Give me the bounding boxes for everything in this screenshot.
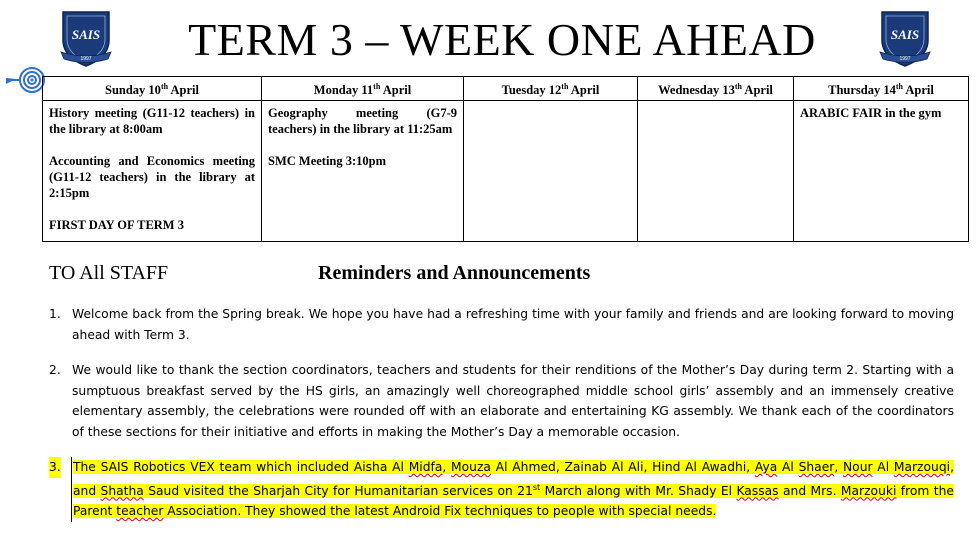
- day-header-sunday: Sunday 10th April: [43, 77, 262, 101]
- svg-text:SAIS: SAIS: [890, 27, 920, 42]
- announcement-item: [49, 304, 954, 345]
- announcement-text-editable[interactable]: The SAIS Robotics VEX team which included Aisha Al Midfa, Mouza Al Ahmed, Zainab Al Ali, Hind Al Awadhi, Aya Al Shaer, Nour Al Marzouqi, and Shatha Saud visited the Sharjah City for Humanitarian services on 21st March along with Mr. Shady El Kassas and Mrs. Marzouki from the Parent teacher Association. They showed the latest Android Fix techniques to people with special needs.: [71, 457, 954, 522]
- day-cell-monday: [262, 101, 464, 242]
- event-entry: Geography meeting (G7-9 teachers) in the library at 11:25am: [268, 106, 457, 137]
- svg-text:1997: 1997: [80, 56, 92, 62]
- schedule-events-row: [43, 101, 969, 242]
- section-heading: Reminders and Announcements: [318, 262, 591, 284]
- day-header-tuesday: Tuesday 12th April: [464, 77, 638, 101]
- announcement-item: [49, 360, 954, 442]
- announcement-item-highlighted[interactable]: [49, 457, 954, 522]
- target-icon[interactable]: [6, 66, 46, 94]
- announcement-text: We would like to thank the section coordinators, teachers and students for their renditions of the Mother’s Day during term 2. Starting with a sumptuous breakfast served by the HS girls, an amazingly well choreographed middle school girls’ assembly and an immensely creative elementary assembly, the celebrations were rounded off with an elaborate and entertaining KG assembly. We thank each of the coordinators of these sections for their initiative and efforts in making the Mother’s Day a memorable occasion.: [72, 363, 954, 439]
- day-header-wednesday: Wednesday 13th April: [638, 77, 794, 101]
- item-number: 1.: [49, 307, 61, 321]
- event-entry: SMC Meeting 3:10pm: [268, 154, 387, 169]
- day-header-thursday: Thursday 14th April: [794, 77, 969, 101]
- event-entry: Accounting and Economics meeting (G11-12 teachers) in the library at 2:15pm: [49, 154, 255, 201]
- event-entry: History meeting (G11-12 teachers) in the library at 8:00am: [49, 106, 255, 137]
- item-number: 2.: [49, 363, 61, 377]
- schedule-header-row: [43, 77, 969, 101]
- weekly-schedule-table: [42, 76, 969, 242]
- day-cell-thursday: [794, 101, 969, 242]
- event-entry: ARABIC FAIR in the gym: [800, 106, 942, 121]
- day-cell-tuesday: [464, 101, 638, 242]
- item-number: 3.: [49, 457, 61, 478]
- page-title: TERM 3 – WEEK ONE AHEAD: [188, 14, 816, 65]
- day-cell-wednesday: [638, 101, 794, 242]
- day-cell-sunday: [43, 101, 262, 242]
- svg-text:SAIS: SAIS: [71, 27, 101, 42]
- announcement-text: Welcome back from the Spring break. We hope you have had a refreshing time with your family and friends and are looking forward to moving ahead with Term 3.: [72, 307, 954, 342]
- svg-text:1997: 1997: [899, 56, 911, 62]
- audience-label: TO All STAFF: [49, 262, 169, 284]
- event-entry: FIRST DAY OF TERM 3: [49, 218, 184, 233]
- day-header-monday: Monday 11th April: [262, 77, 464, 101]
